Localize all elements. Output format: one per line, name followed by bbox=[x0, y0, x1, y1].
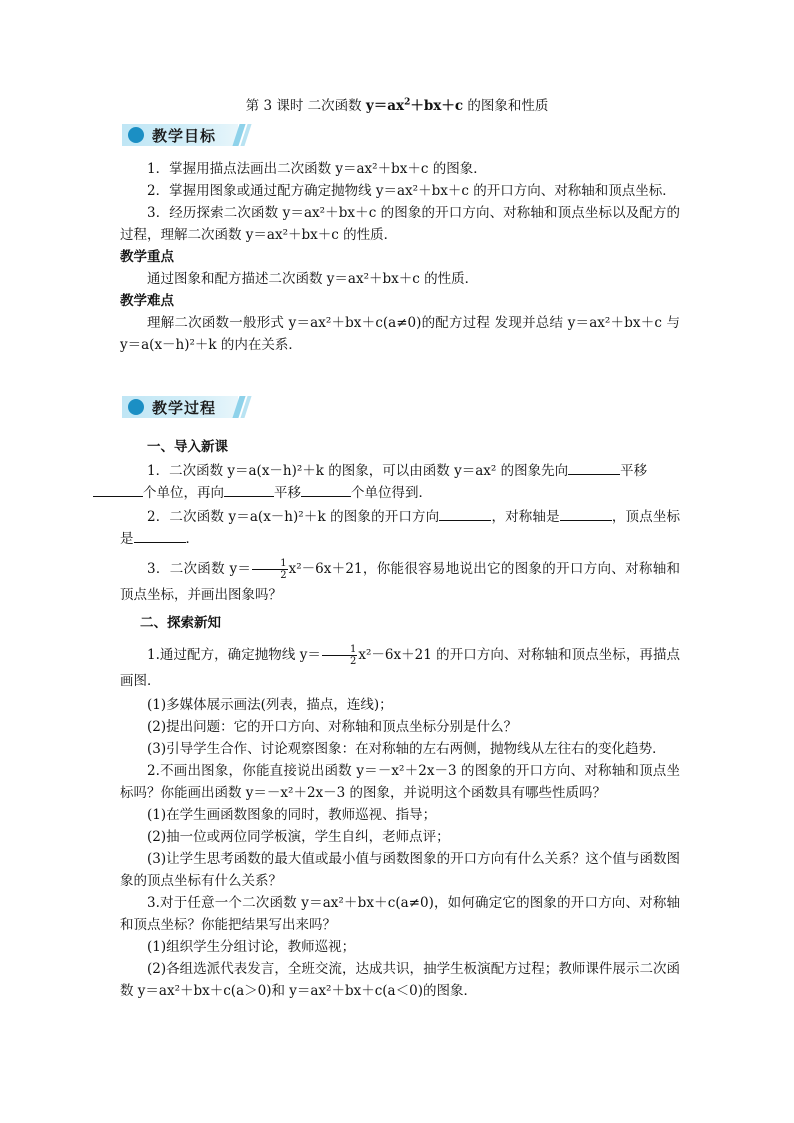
explore-step-1-3: (3)引导学生合作、讨论观察图象：在对称轴的左右两侧，抛物线从左往右的变化趋势． bbox=[147, 741, 666, 757]
explore-step-3-2: (2)各组选派代表发言，全班交流，达成共识，抽学生板演配方过程；教师课件展示二次函数 y＝ax²＋bx＋c(a＞0)和 y＝ax²＋bx＋c(a＜0)的图象． bbox=[120, 961, 680, 999]
answer-blank bbox=[560, 506, 612, 521]
key-points-text: 通过图象和配方描述二次函数 y＝ax²＋bx＋c 的性质． bbox=[147, 271, 479, 287]
goal-1: 1．掌握用描点法画出二次函数 y＝ax²＋bx＋c 的图象． bbox=[147, 161, 487, 177]
goals-section bbox=[120, 158, 680, 356]
answer-blank bbox=[568, 460, 620, 475]
explore-step-2-1: (1)在学生画函数图象的同时，教师巡视、指导； bbox=[147, 807, 437, 823]
difficulties-text: 理解二次函数一般形式 y＝ax²＋bx＋c(a≠0)的配方过程 发现并总结 y＝ax²＋bx＋c 与 y＝a(x－h)²＋k 的内在关系． bbox=[120, 315, 680, 353]
explore-step-1: 1.通过配方，确定抛物线 y＝ $\frac{1}{2}$ x²－6x＋21 的开口方向、对称轴和顶点坐标，再描点画图． bbox=[120, 644, 680, 689]
goals-banner-label: 教学目标 bbox=[152, 127, 217, 145]
explore-step-2-2: (2)抽一位或两位同学板演，学生自纠，老师点评； bbox=[147, 829, 450, 845]
intro-section bbox=[120, 436, 680, 608]
trophy-icon bbox=[128, 399, 144, 415]
part2-heading: 二、探索新知 bbox=[140, 615, 221, 631]
answer-blank bbox=[134, 528, 186, 543]
goals-banner bbox=[122, 124, 250, 146]
explore-step-2: 2.不画出图象，你能直接说出函数 y＝－x²＋2x－3 的图象的开口方向、对称轴和顶点坐标吗？你能画出函数 y＝－x²＋2x－3 的图象，并说明这个函数具有哪些性质吗？ bbox=[120, 763, 680, 801]
answer-blank bbox=[301, 482, 351, 497]
intro-question-1: 1．二次函数 y＝a(x－h)²＋k 的图象，可以由函数 y＝ax² 的图象先向 平移 个单位，再向 平移 个单位得到． bbox=[120, 460, 680, 504]
process-banner bbox=[122, 396, 250, 418]
part1-heading: 一、导入新课 bbox=[147, 439, 228, 455]
intro-question-3: 3．二次函数 y＝ $\frac{1}{2}$ x²－6x＋21，你能很容易地说出它的图象的开口方向、对称轴和顶点坐标，并画出图象吗？ bbox=[120, 558, 681, 603]
key-points-heading: 教学重点 bbox=[120, 249, 174, 265]
intro-question-2: 2．二次函数 y＝a(x－h)²＋k 的图象的开口方向 ，对称轴是 ，顶点坐标是 ． bbox=[120, 506, 680, 550]
explore-step-1-1: (1)多媒体展示画法(列表，描点，连线)； bbox=[147, 697, 393, 713]
difficulties-heading: 教学难点 bbox=[120, 293, 174, 309]
goal-2: 2．掌握用图象或通过配方确定抛物线 y＝ax²＋bx＋c 的开口方向、对称轴和顶点坐标． bbox=[147, 183, 676, 199]
explore-step-3: 3.对于任意一个二次函数 y＝ax²＋bx＋c(a≠0)，如何确定它的图象的开口方向、对称轴和顶点坐标？你能把结果写出来吗？ bbox=[120, 895, 680, 933]
answer-blank bbox=[439, 506, 491, 521]
answer-blank bbox=[93, 482, 143, 497]
lesson-title: 第 3 课时 二次函数 $y=ax^2+bx+c$ 的图象和性质 bbox=[245, 97, 549, 114]
process-banner-label: 教学过程 bbox=[152, 399, 217, 417]
fraction-half: $\frac{1}{2}$ bbox=[252, 558, 287, 581]
trophy-icon bbox=[128, 127, 144, 143]
explore-step-2-3: (3)让学生思考函数的最大值或最小值与函数图象的开口方向有什么关系？这个值与函数图象的顶点坐标有什么关系？ bbox=[120, 851, 680, 889]
answer-blank bbox=[224, 482, 274, 497]
goal-3: 3．经历探索二次函数 y＝ax²＋bx＋c 的图象的开口方向、对称轴和顶点坐标以及配方的过程，理解二次函数 y＝ax²＋bx＋c 的性质． bbox=[120, 205, 680, 243]
explore-step-3-1: (1)组织学生分组讨论，教师巡视； bbox=[147, 939, 356, 955]
explore-step-1-2: (2)提出问题：它的开口方向、对称轴和顶点坐标分别是什么？ bbox=[147, 719, 518, 735]
fraction-half: $\frac{1}{2}$ bbox=[322, 644, 357, 667]
explore-section bbox=[120, 612, 680, 1002]
